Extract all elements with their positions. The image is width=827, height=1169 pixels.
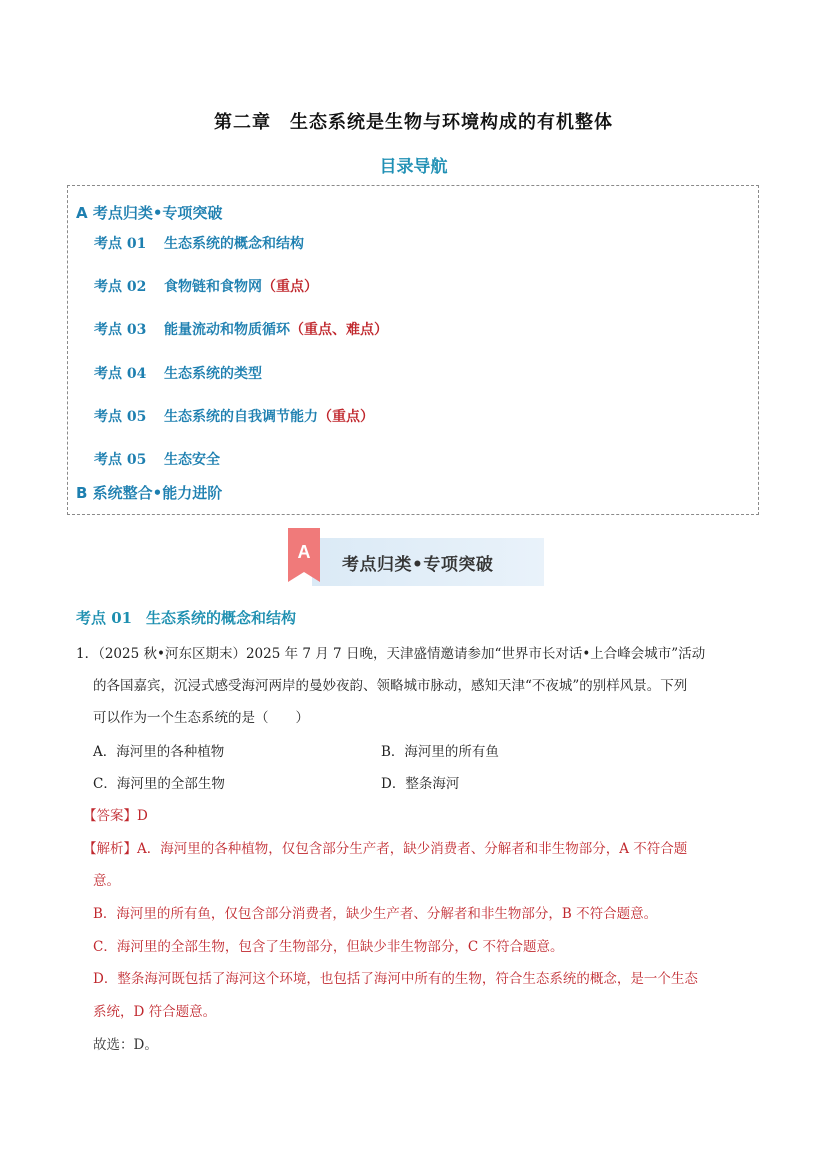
toc-item-text: 生态安全 [164, 452, 220, 468]
toc-item-text: 食物链和食物网 [164, 279, 262, 295]
section-num: 考点 01 [76, 609, 133, 627]
toc-item-num: 考点 03 [94, 322, 147, 338]
toc-item-02[interactable] [94, 276, 318, 296]
analysis-line: C．海河里的全部生物，包含了生物部分，但缺少非生物部分，C 不符合题意。 [93, 939, 564, 955]
section-heading [76, 607, 296, 628]
toc-item-tag: （重点） [262, 279, 318, 295]
page-title: 第二章 生态系统是生物与环境构成的有机整体 [214, 112, 613, 133]
toc-item-num: 考点 05 [94, 452, 147, 468]
toc-section-a[interactable]: A 考点归类•专项突破 [76, 204, 223, 222]
toc-item-03[interactable] [94, 319, 388, 339]
question-line: 可以作为一个生态系统的是（ ） [93, 710, 309, 726]
option-c: C．海河里的全部生物 [93, 776, 225, 792]
toc-heading: 目录导航 [379, 157, 448, 177]
toc-item-06[interactable] [94, 449, 220, 469]
option-d: D．整条海河 [381, 776, 460, 792]
analysis-line: 意。 [93, 873, 120, 889]
question-line: 1．（2025 秋•河东区期末）2025 年 7 月 7 日晚，天津盛情邀请参加“世界市长对话•上合峰会城市”活动 [76, 646, 706, 662]
section-banner [284, 528, 544, 588]
option-b: B．海河里的所有鱼 [381, 744, 499, 760]
toc-item-num: 考点 02 [94, 279, 147, 295]
toc-item-01[interactable] [94, 233, 304, 253]
toc-item-04[interactable] [94, 363, 262, 383]
choice-line: 故选：D。 [93, 1037, 158, 1053]
analysis-line: 【解析】A．海河里的各种植物，仅包含部分生产者，缺少消费者、分解者和非生物部分，A 不符合题 [83, 841, 688, 857]
toc-item-text: 生态系统的自我调节能力 [164, 409, 318, 425]
toc-item-num: 考点 01 [94, 236, 147, 252]
toc-item-tag: （重点） [318, 409, 374, 425]
toc-item-num: 考点 05 [94, 409, 147, 425]
analysis-line: 系统，D 符合题意。 [93, 1004, 217, 1020]
toc-item-tag: （重点、难点） [290, 322, 388, 338]
analysis-line: B．海河里的所有鱼，仅包含部分消费者，缺少生产者、分解者和非生物部分，B 不符合题意。 [93, 906, 658, 922]
toc-item-text: 能量流动和物质循环 [164, 322, 290, 338]
analysis-line: D．整条海河既包括了海河这个环境，也包括了海河中所有的生物，符合生态系统的概念，是一个生态 [93, 971, 698, 987]
toc-section-b[interactable]: B 系统整合•能力进阶 [76, 484, 223, 502]
option-a: A．海河里的各种植物 [93, 744, 225, 760]
banner-text: 考点归类•专项突破 [342, 555, 494, 575]
toc-item-text: 生态系统的概念和结构 [164, 236, 304, 252]
toc-item-text: 生态系统的类型 [164, 366, 262, 382]
answer-label: 【答案】D [83, 808, 148, 824]
question-line: 的各国嘉宾，沉浸式感受海河两岸的曼妙夜韵、领略城市脉动，感知天津“不夜城”的别样风景。下列 [93, 678, 688, 694]
banner-letter: A [297, 542, 311, 562]
section-text: 生态系统的概念和结构 [146, 609, 297, 627]
toc-box [67, 185, 759, 515]
bookmark-ribbon-icon [288, 528, 320, 582]
toc-item-num: 考点 04 [94, 366, 147, 382]
toc-item-05[interactable] [94, 406, 374, 426]
